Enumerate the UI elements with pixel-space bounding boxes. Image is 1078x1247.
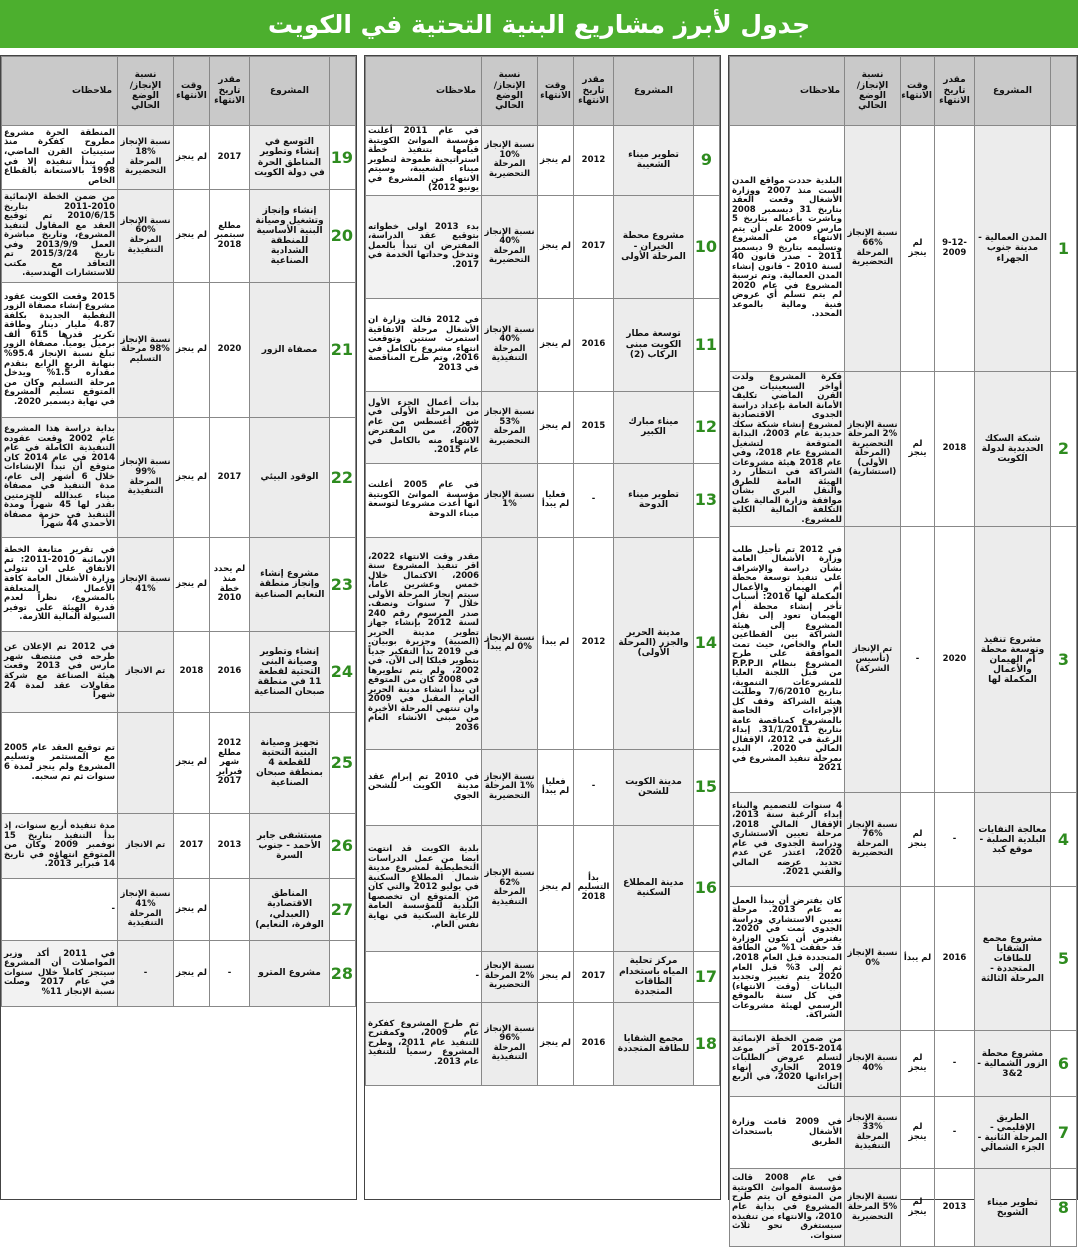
project-name: الوقود البيئي (250, 418, 330, 538)
table-row (2, 126, 356, 190)
estimated-date: 2020 (210, 283, 250, 418)
project-number: 3 (1051, 527, 1077, 793)
project-notes: بدأت أعمال الجزء الأول من المرحلة الأولى في شهر أغسطس من عام 2007، من المفترض الانتهاء منه بالكامل في عام 2015. (366, 391, 482, 463)
project-number: 11 (694, 298, 720, 391)
table-row (730, 887, 1077, 1031)
project-number: 27 (330, 879, 356, 941)
table-row (366, 749, 720, 825)
project-number: 22 (330, 418, 356, 538)
header-project: المشروع (250, 57, 330, 126)
estimated-date: مطلع سبتمبر 2018 (210, 190, 250, 283)
completion-time: لم ينجز (901, 126, 935, 372)
project-number: 23 (330, 538, 356, 632)
completion-time: 2017 (174, 814, 210, 879)
completion-time: لم ينجز (901, 1169, 935, 1247)
project-name: مشروع محطة الزور الشمالية - 2&3 (975, 1031, 1051, 1097)
estimated-date: 2016 (574, 1002, 614, 1085)
header-status: نسبة الإنجاز/ الوضع الحالي (482, 57, 538, 126)
estimated-date: - (935, 1031, 975, 1097)
completion-time: لم ينجز (538, 195, 574, 298)
project-notes: بلدية الكويت قد انتهت ايضا من عمل الدراسات التخطيطية لمشروع مدينة شمال المطلاع السكنية في يوليو 2012 والتي كان من المتوقع ان تخصصها البلدية للمؤسسة العامة للرعاية السكنية في نهاية نفس العام. (366, 825, 482, 951)
header-date: مقدر تاريخ الانتهاء (935, 57, 975, 126)
completion-status: نسبة الإنجاز %76 المرحلة التحضيرية (845, 793, 901, 887)
completion-time: لم ينجز (174, 190, 210, 283)
header-notes: ملاحظات (366, 57, 482, 126)
project-notes: 4 سنوات للتصميم والبناء إبداء الرغبة سنة 2013، الإقفال المالي 2018، مرحلة تعيين الاستشاري ودراسة الجدوى في عام 2020، اعتذر عن عدم تجديد عرضه المالي والفني 2021. (730, 793, 845, 887)
project-name: إنشاء وإنجاز وتشغيل وصيانة البنية الأساسية للمنطقة الشدادية الصناعية (250, 190, 330, 283)
completion-status: نسبة الإنجاز %0 لم يبدأ (482, 537, 538, 749)
completion-status: تم الإنجاز (تأسيس الشركة) (845, 527, 901, 793)
project-notes: تم طرح المشروع كفكرة عام 2009، وكمقترح للتنفيذ عام 2011، وطرح المشروع رسمياً للتنفيذ عام 2013. (366, 1002, 482, 1085)
completion-time: لم ينجز (174, 126, 210, 190)
project-notes: في تقرير متابعة الخطة الإنمائية 2010-2011: تم الاتفاق على ان تتولى وزارة الأشغال العامة كافة الأعمال المتعلقة بالمشروع، نظراً لعدم قدرة الهيئة على توفير السيولة المالية اللازمة. (2, 538, 118, 632)
header-notes: ملاحظات (2, 57, 118, 126)
project-name: مركز تحلية المياه باستخدام الطاقات المتجددة (614, 951, 694, 1002)
estimated-date: بدأ التسليم 2018 (574, 825, 614, 951)
project-number: 16 (694, 825, 720, 951)
table-row (2, 283, 356, 418)
project-name: توسعة مطار الكويت مبنى الركاب (2) (614, 298, 694, 391)
project-number: 13 (694, 463, 720, 537)
project-number: 18 (694, 1002, 720, 1085)
completion-status: نسبة الإنجاز %60 المرحلة التنفيذية (118, 190, 174, 283)
estimated-date: 2017 (574, 951, 614, 1002)
project-notes: فكرة المشروع ولدت أواخر السبعينيات من القرن الماضي تكليف الأمانة العامة بإعداد دراسة الجدوى الاقتصادية لمشروع إنشاء شبكة سكك حديدية عام 2003، البداية المتوقعة لتشغيل المشروع عام 2018، وفي عام 2018 هيئة مشروعات الشراكة في انتظار رد الهيئة العامة للطرق والنقل البري بشأن موافقة وزارة المالية على التكلفة المالية الكلية للمشروع. (730, 372, 845, 527)
completion-time: لم ينجز (538, 126, 574, 196)
page-title: جدول لأبرز مشاريع البنية التحتية في الكويت (267, 9, 811, 39)
project-number: 21 (330, 283, 356, 418)
project-number: 10 (694, 195, 720, 298)
project-number: 8 (1051, 1169, 1077, 1247)
estimated-date: 2017 (210, 126, 250, 190)
project-name: مستشفى جابر الأحمد - جنوب السرة (250, 814, 330, 879)
project-name: معالجة النفايات البلدية الصلبة - موقع كبد (975, 793, 1051, 887)
header-num (1051, 57, 1077, 126)
estimated-date: 2020 (935, 527, 975, 793)
project-notes: مدة تنفيذه أربع سنوات، إذ بدأ التنفيذ بتاريخ 15 نوفمبر 2009 وكان من المتوقع انتهاؤه في تاريخ 14 فبراير 2013. (2, 814, 118, 879)
estimated-date: 2016 (574, 298, 614, 391)
project-name: مشروع مجمع الشقايا للطاقات المتجددة - المرحلة الثالثة (975, 887, 1051, 1031)
completion-time: لم يبدأ (538, 537, 574, 749)
project-notes: - (2, 879, 118, 941)
completion-status: نسبة الإنجاز %99 المرحلة التنفيذية (118, 418, 174, 538)
project-name: مشروع المترو (250, 941, 330, 1007)
header-project: المشروع (975, 57, 1051, 126)
table-column-3 (0, 55, 357, 1200)
table-row (2, 632, 356, 713)
project-notes: بداية دراسة هذا المشروع عام 2002 وقعت عقوده التنفيذية الكاملة في عام 2014 في عام 2014 كان متوقع أن تبدأ الإنشاءات خلال 6 أشهر إلى عام، مدة التنفيذ في مصفاة ميناء عبدالله للجزمتين بقدر لها 45 شهراً ومدة التنفيذ في حزمة مصفاة الأحمدي 44 شهراً (2, 418, 118, 538)
table-row (2, 941, 356, 1007)
project-notes: من ضمن الخطة الإنمائية 2014-2015 آخر موعد لتسلم عروض الطلبات 2019 الجاري إنهاء إجراءاتها 2020، في الربع الثالث (730, 1031, 845, 1097)
project-notes: في عام 2005 أعلنت مؤسسة الموانئ الكويتية انها أعدت مشروعا لتوسعة ميناء الدوحة (366, 463, 482, 537)
completion-time: لم يبدأ (901, 887, 935, 1031)
completion-time: لم ينجز (901, 1031, 935, 1097)
project-name: مدينة المطلاع السكنية (614, 825, 694, 951)
project-name: مدينة الكويت للشحن (614, 749, 694, 825)
project-number: 5 (1051, 887, 1077, 1031)
completion-time: لم ينجز (538, 391, 574, 463)
project-notes: في 2012 تم تأجيل طلب وزارة الأشغال العامة بشأن دراسة والإشراف على تنفيذ توسعة محطة أم الهيمان والأعمال المكملة لها 2016: أسباب تأخر إنشاء محطة أم الهيمان تعود إلى نقل المشروع إلى هيئة الشراكة بين القطاعين العام والخاص، حيث تمت الموافقة على طرح المشروع بنظام الـP.P.P من قبل اللجنة العليا للمشروعات التنموية، بتاريخ 7/6/2010 وطلبت هيئة الشراكة وقف كل الإجراءات الخاصة بالمشروع كمناقصة عامة بتاريخ 31/1/2011. إبداء الرغبة في 2012، الإقفال المالي 2020. البدء بمرحلة تنفيذ المشروع في 2021 (730, 527, 845, 793)
project-name: مشروع إنشاء وإنجاز منطقة النعايم الصناعية (250, 538, 330, 632)
completion-time: لم ينجز (174, 941, 210, 1007)
table-row (730, 126, 1077, 372)
estimated-date: 2012 (574, 126, 614, 196)
table-row (730, 527, 1077, 793)
table-row (2, 713, 356, 814)
estimated-date: 2012 مطلع شهر فبراير 2017 (210, 713, 250, 814)
estimated-date: 2013 (210, 814, 250, 879)
table-row (366, 391, 720, 463)
project-number: 14 (694, 537, 720, 749)
table-row (366, 951, 720, 1002)
table-row (730, 1031, 1077, 1097)
project-number: 28 (330, 941, 356, 1007)
project-notes: البلدية حددت مواقع المدن الست منذ 2007 ووزارة الأشغال وقعت العقد بتاريخ 31 ديسمبر 2008 وباشرت بأعماله بتاريخ 5 مارس 2009 على أن يتم الانتهاء من المشروع وتسليمه بتاريخ 9 ديسمبر 2011 - صدر قانون 40 لسنة 2010 - قانون إنشاء المدن العمالية. وتم ترسية المشروع في عام 2020 لم يتم تسلم أي عروض فنية ومالية بالموعد المحدد. (730, 126, 845, 372)
completion-time: لم ينجز (174, 538, 210, 632)
estimated-date: - (574, 749, 614, 825)
project-notes: 2015 وقعت الكويت عقود مشروع إنشاء مصفاة الزور النفطية الجديدة بكلفة 4.87 مليار دينار وطاقة تكرير قدرها 615 ألف برميل يومياً. مصفاة الزور تبلغ نسبة الإنجاز 95.4% بنهاية الربع الرابع بتقدم مقداره 1.5% ويدخل مرحلة التسليم وكان من المتوقع تسليم المشروع في نهاية ديسمبر 2020. (2, 283, 118, 418)
header-status: نسبة الإنجاز/ الوضع الحالي (845, 57, 901, 126)
project-number: 15 (694, 749, 720, 825)
table-row (730, 372, 1077, 527)
completion-time: لم ينجز (901, 793, 935, 887)
project-name: مصفاة الزور (250, 283, 330, 418)
project-notes: كان يفترض أن يبدأ العمل به عام 2013. مرحلة تعيين الاستشاري ودراسة الجدوى تمت في 2020. يفترض أن تكون الوزارة قد حققت 1% من الطاقة المتجددة قبل العام 2018، ثم إلى 3% قبل العام 2020 يتم تغيير وتجديد البيانات (وقت الانتهاء) في كل سنة بالموقع الرسمي لهيئة مشروعات الشراكة. (730, 887, 845, 1031)
header-end: وقت الانتهاء (174, 57, 210, 126)
completion-status: نسبة الإنجاز %2 المرحلة التحضيرية (482, 951, 538, 1002)
completion-status: نسبة الإنجاز %96 المرحلة التنفيذية (482, 1002, 538, 1085)
header-date: مقدر تاريخ الانتهاء (210, 57, 250, 126)
estimated-date: - (935, 793, 975, 887)
estimated-date: 2017 (210, 418, 250, 538)
project-name: تطوير ميناء الشعيبة (614, 126, 694, 196)
completion-status: نسبة الإنجاز %1 (482, 463, 538, 537)
completion-status: نسبة الإنجاز %98 مرحلة التسليم (118, 283, 174, 418)
project-notes: في 2012 قالت وزارة ان الأشغال مرحلة الاتفاقية استمرت سنتين وتوقعت انتهاء مشروع بالكامل في 2016، وتم طرح المناقصة في 2013 (366, 298, 482, 391)
table-row (2, 879, 356, 941)
table-row (2, 190, 356, 283)
header-num (694, 57, 720, 126)
estimated-date: - (210, 941, 250, 1007)
header-end: وقت الانتهاء (901, 57, 935, 126)
table-column-1 (728, 55, 1078, 1241)
estimated-date: 2012 (574, 537, 614, 749)
project-number: 7 (1051, 1097, 1077, 1169)
completion-time: لم ينجز (538, 1002, 574, 1085)
project-number: 26 (330, 814, 356, 879)
project-name: تطوير ميناء الدوحة (614, 463, 694, 537)
estimated-date: لم يحدد منذ خطة 2010 (210, 538, 250, 632)
completion-status: نسبة الإنجاز %10 المرحلة التحضيرية (482, 126, 538, 196)
project-notes: في 2009 قامت وزارة الأشغال باستحداث الطريق (730, 1097, 845, 1169)
project-notes: المنطقة الحرة مشروع مطروح كفكرة منذ ستينيات القرن الماضي، لم يبدأ تنفيذه إلا في 1998 بالاستعانة بالقطاع الخاص (2, 126, 118, 190)
project-name: مجمع الشقايا للطاقة المتجددة (614, 1002, 694, 1085)
completion-time: لم ينجز (901, 372, 935, 527)
table-row (2, 814, 356, 879)
table-row (366, 825, 720, 951)
estimated-date: 2016 (210, 632, 250, 713)
estimated-date: 2017 (574, 195, 614, 298)
estimated-date: 9-12-2009 (935, 126, 975, 372)
table-row (366, 126, 720, 196)
header-project: المشروع (614, 57, 694, 126)
completion-status: نسبة الإنجاز %41 المرحلة التنفيذية (118, 879, 174, 941)
completion-time: لم ينجز (901, 1097, 935, 1169)
header-date: مقدر تاريخ الانتهاء (574, 57, 614, 126)
completion-status: نسبة الإنجاز %18 المرحلة التحضيرية (118, 126, 174, 190)
table-row (366, 1002, 720, 1085)
completion-time: لم ينجز (174, 418, 210, 538)
header-end: وقت الانتهاء (538, 57, 574, 126)
project-notes: في 2012 تم الإعلان عن طرحه في منتصف شهر مارس في 2013 وقعت هيئة الصناعة مع شركة مقاولات عقد لمدة 24 شهراً (2, 632, 118, 713)
completion-status: تم الانجاز (118, 632, 174, 713)
project-number: 20 (330, 190, 356, 283)
project-name: التوسع في إنشاء وتطوير المناطق الحرة في دولة الكويت (250, 126, 330, 190)
completion-status: نسبة الإنجاز %40 المرحلة التحضيرية (482, 195, 538, 298)
estimated-date: - (574, 463, 614, 537)
project-name: المناطق الاقتصادية (العبدلي، الوفرة، النعايم) (250, 879, 330, 941)
completion-status: تم الانجاز (118, 814, 174, 879)
estimated-date: 2015 (574, 391, 614, 463)
completion-status: نسبة الإنجاز %41 (118, 538, 174, 632)
project-number: 4 (1051, 793, 1077, 887)
completion-time: 2018 (174, 632, 210, 713)
projects-grid (0, 55, 1078, 1241)
table-row (366, 298, 720, 391)
completion-time: - (901, 527, 935, 793)
completion-time: لم ينجز (538, 951, 574, 1002)
completion-status: نسبة الإنجاز %66 المرحلة التحضيرية (845, 126, 901, 372)
project-name: تطوير ميناء الشويخ (975, 1169, 1051, 1247)
completion-status: نسبة الإنجاز %53 المرحلة التحضيرية (482, 391, 538, 463)
project-name: مشروع تنفيذ وتوسعة محطة أم الهيمان والأعمال المكملة لها (975, 527, 1051, 793)
completion-time: لم ينجز (174, 283, 210, 418)
header-notes: ملاحظات (730, 57, 845, 126)
completion-status: نسبة الإنجاز %40 المرحلة التنفيذية (482, 298, 538, 391)
completion-status: نسبة الإنجاز %0 (845, 887, 901, 1031)
table-row (366, 463, 720, 537)
title-banner (0, 0, 1078, 48)
table-column-2 (364, 55, 721, 1200)
table-row (366, 537, 720, 749)
completion-status: نسبة الإنجاز %5 المرحلة التحضيرية (845, 1169, 901, 1247)
project-name: إنشاء وتطوير وصيانة البنى التحتية لقطعة 11 في منطقة صبحان الصناعية (250, 632, 330, 713)
project-notes: - (366, 951, 482, 1002)
estimated-date: 2016 (935, 887, 975, 1031)
project-notes: في عام 2008 قالت مؤسسة الموانئ الكويتية من المتوقع ان يتم طرح المشروع في بداية عام 2010، والانتهاء من تنفيذه سيستغرق نحو ثلاث سنوات. (730, 1169, 845, 1247)
completion-time: فعليا لم يبدأ (538, 749, 574, 825)
table-row (730, 793, 1077, 887)
estimated-date: 2018 (935, 372, 975, 527)
project-name: شبكة السكك الحديدية لدولة الكويت (975, 372, 1051, 527)
completion-time: لم ينجز (538, 298, 574, 391)
estimated-date (210, 879, 250, 941)
project-notes: من ضمن الخطة الإنمائية 2010-2011 بتاريخ 2010/6/15 تم توقيع العقد مع المقاول لتنفيذ المشروع، وتاريخ مباشرة العمل 2013/9/9 وفي تاريخ 2015/3/24 تم التعاقد مع مكتب للاستشارات الهندسية. (2, 190, 118, 283)
project-name: مدينة الحرير والجزر (المرحلة الأولى) (614, 537, 694, 749)
table-row (366, 195, 720, 298)
project-number: 25 (330, 713, 356, 814)
table-row (730, 1097, 1077, 1169)
table-row (730, 1169, 1077, 1247)
header-status: نسبة الإنجاز/ الوضع الحالي (118, 57, 174, 126)
project-name: الطريق الإقليمي - المرحلة الثانية - الجزء الشمالي (975, 1097, 1051, 1169)
project-notes: في 2011 أكد وزير المواصلات أن المشروع سيتجز كاملاً خلال سنوات في عام 2017 وصلت نسبة الإنجاز 11% (2, 941, 118, 1007)
project-number: 1 (1051, 126, 1077, 372)
table-row (2, 418, 356, 538)
estimated-date: - (935, 1097, 975, 1169)
project-name: تجهيز وصيانة البنية التحتية للقطعة 4 بمنطقة صبحان الصناعية (250, 713, 330, 814)
project-notes: مقدر وقت الانتهاء 2022، اقر تنفيذ المشروع سنة 2006، الاكتمال خلال خمس وعشرين عاماً، سيتم إنجاز المرحلة الأولى خلال 7 سنوات ونصف. صدر المرسوم رقم 240 لسنة 2012 بإنشاء جهاز تطوير مدينة الحرير (الصبية) وجزيرة بوبيان. في 2019 بدأ التفكير جدياً بتطوير فيلكا إلى الآن. في 2002، ولم يتم تطويرها في 2008 كان من المتوقع ان يبدأ انشاء مدينة الحرير العام المقبل في 2009 وان تنتهي المرحلة الأخيرة من مبنى الانشاء العام 2036 (366, 537, 482, 749)
project-notes: تم توقيع العقد عام 2005 مع المستثمر وتسليم المشروع ولم ينجز لمدة 6 سنوات ثم تم سحبه. (2, 713, 118, 814)
completion-status: نسبة الإنجاز %62 المرحلة التنفيذية (482, 825, 538, 951)
project-name: المدن العمالية - مدينة جنوب الجهراء (975, 126, 1051, 372)
project-number: 12 (694, 391, 720, 463)
project-number: 17 (694, 951, 720, 1002)
project-notes: بدء 2013 اولى خطواته بتوقيع عقد الدراسة، المفترض ان تبدأ بالعمل وتدخل وحداتها الخدمة في 2017. (366, 195, 482, 298)
completion-time: لم ينجز (174, 879, 210, 941)
project-notes: في 2010 تم إبرام عقد مدينة الكويت للشحن الجوي (366, 749, 482, 825)
project-number: 19 (330, 126, 356, 190)
estimated-date: 2013 (935, 1169, 975, 1247)
completion-status: نسبة الإنجاز %40 (845, 1031, 901, 1097)
project-number: 9 (694, 126, 720, 196)
project-number: 6 (1051, 1031, 1077, 1097)
project-number: 2 (1051, 372, 1077, 527)
completion-status: نسبة الإنجاز %33 المرحلة التنفيذية (845, 1097, 901, 1169)
project-name: ميناء مبارك الكبير (614, 391, 694, 463)
project-notes: في عام 2011 أعلنت مؤسسة الموانئ الكويتية قيامها بتنفيذ خطة استراتيجية طموحة لتطوير ميناء الشعيبة، وسيتم الانتهاء من المشروع في يونيو 2012) (366, 126, 482, 196)
header-num (330, 57, 356, 126)
completion-status: نسبة الإنجاز %1 المرحلة التحضيرية (482, 749, 538, 825)
completion-time: لم ينجز (538, 825, 574, 951)
completion-time: فعليا لم يبدأ (538, 463, 574, 537)
table-row (2, 538, 356, 632)
completion-status: - (118, 941, 174, 1007)
completion-status (118, 713, 174, 814)
project-number: 24 (330, 632, 356, 713)
completion-time: لم ينجز (174, 713, 210, 814)
project-name: مشروع محطة الخيران - المرحلة الأولى (614, 195, 694, 298)
completion-status: نسبة الإنجاز %2 المرحلة التحضيرية (المرحلة الأولى) (استشارية) (845, 372, 901, 527)
